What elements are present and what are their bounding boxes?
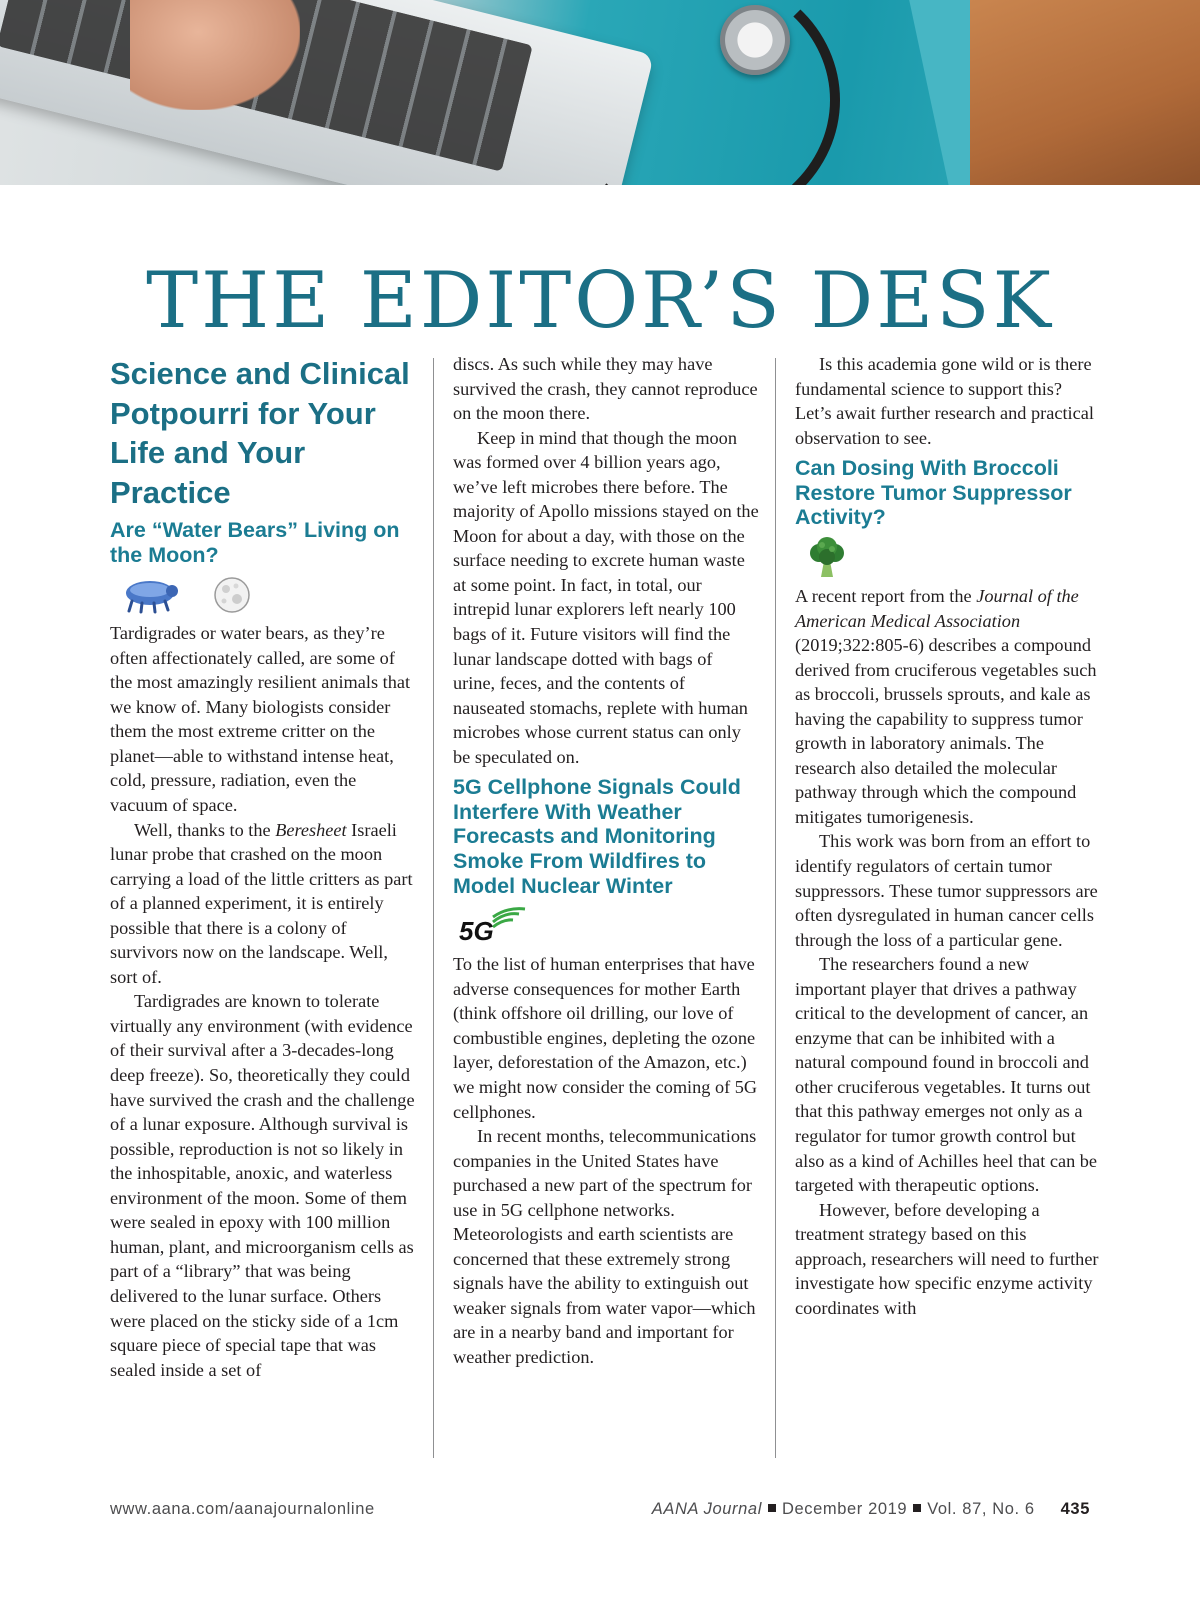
italic-run: Journal of the American Medical Association: [795, 585, 1079, 631]
separator-square: [768, 1504, 776, 1512]
text-run: Well, thanks to the: [134, 819, 276, 840]
desk-shape: [970, 0, 1200, 185]
page-title: THE EDITOR’S DESK: [146, 256, 1054, 347]
paragraph: The researchers found a new important player that drives a pathway critical to the development of cancer, an enzyme that can be inhibited with a natural compound found in broccoli and other cruciferous vegetables. It turns out that this pathway emerges not only as a regulator for tumor growth control but also as a kind of Achilles heel that can be targeted with therapeutic options.: [795, 954, 1098, 1196]
paragraph: discs. As such while they may have survived the crash, they cannot reproduce on the moon there.: [453, 354, 758, 424]
page-number: 435: [1060, 1500, 1090, 1518]
paragraph: However, before developing a treatment strategy based on this approach, researchers will need to further investigate how specific enzyme activity coordinates with: [795, 1199, 1099, 1318]
column-2: [453, 352, 759, 1370]
column-divider: [433, 358, 434, 1458]
italic-run: Beresheet: [275, 819, 347, 840]
paragraph: Tardigrades or water bears, as they’re often affectionately called, are some of the most amazingly resilient animals that we know of. Many biologists consider them the most extreme critter on the planet—able to withstand intense heat, cold, pressure, radiation, even the vacuum of space.: [110, 623, 411, 816]
paragraph: [795, 584, 1101, 829]
moon-icon: [212, 575, 252, 615]
header-photo: [0, 0, 1200, 185]
column-1: [110, 352, 416, 1382]
section-heading-water-bears: Are “Water Bears” Living on the Moon?: [110, 518, 400, 567]
stethoscope-tube: [560, 0, 840, 185]
hand-shape: [130, 0, 300, 110]
paragraph: To the list of human enterprises that have adverse consequences for mother Earth (think offshore oil drilling, our love of combustible engines, depleting the ozone layer, deforestation of the Amazon, etc.) we might now consider the coming of 5G cellphones.: [453, 954, 758, 1122]
separator-square: [913, 1504, 921, 1512]
section-icons: [110, 573, 416, 617]
section-icons: [453, 904, 759, 948]
text-run: (2019;322:805-6) describes a compound derived from cruciferous vegetables such as broccoli, brussels sprouts, and kale as having the capability to suppress tumor growth in laboratory animals. The research also detailed the molecular pathway through which the compound mitigates tumorigenesis.: [795, 635, 1097, 827]
stethoscope-icon: [720, 5, 790, 75]
text-run: Israeli lunar probe that crashed on the moon carrying a load of the little critters as part of a planned experiment, it is entirely possible that there is a colony of survivors now on the landscape. Well, sort of.: [110, 819, 413, 987]
5g-label: 5G: [459, 916, 494, 947]
paragraph: This work was born from an effort to identify regulators of certain tumor suppressors. These tumor suppressors are often dysregulated in human cancer cells through the loss of a particular gene.: [795, 831, 1098, 950]
paragraph: In recent months, telecommunications companies in the United States have purchased a new part of the spectrum for use in 5G cellphone networks. Meteorologists and earth scientists are concerned that these extremely strong signals have the ability to extinguish out weaker signals from water vapor—which are in a nearby band and important for weather prediction.: [453, 1126, 757, 1368]
journal-name: AANA Journal: [651, 1500, 762, 1518]
broccoli-icon: [807, 537, 847, 579]
paragraph: Is this academia gone wild or is there fundamental science to support this? Let’s await further research and practical observation to see.: [795, 354, 1094, 448]
volume-number: Vol. 87, No. 6: [927, 1500, 1035, 1518]
column-3: [795, 352, 1101, 1320]
laptop-shape: [0, 0, 654, 185]
article-title: Science and Clinical Potpourri for Your Life and Your Practice: [110, 356, 410, 510]
issue-date: December 2019: [781, 1500, 908, 1518]
section-heading-broccoli: Can Dosing With Broccoli Restore Tumor Suppressor Activity?: [795, 456, 1072, 530]
section-icons: [795, 536, 1101, 580]
column-divider: [775, 358, 776, 1458]
footer-url: www.aana.com/aanajournalonline: [110, 1500, 375, 1518]
paragraph: Keep in mind that though the moon was formed over 4 billion years ago, we’ve left microbes there before. The majority of Apollo missions stayed on the Moon for about a day, with those on the surface needing to excrete human waste at some point. In fact, in total, our intrepid lunar explorers left nearly 100 bags of it. Future visitors will find the lunar landscape dotted with bags of urine, feces, and the contents of nauseated stomachs, replete with human microbes whose current status can only be speculated on.: [453, 427, 759, 767]
section-heading-5g: 5G Cellphone Signals Could Interfere With Weather Forecasts and Monitoring Smoke From Wildfires to Model Nuclear Winter: [453, 775, 741, 898]
text-run: A recent report from the: [795, 585, 977, 606]
paragraph: Tardigrades are known to tolerate virtually any environment (with evidence of their survival after a 3-decades-long deep freeze). So, theoretically they could have survived the crash and the challenge of a lunar exposure. Although survival is possible, reproduction is not so likely in the inhospitable, anoxic, and waterless environment of the moon. Some of them were sealed in epoxy with 100 million human, plant, and microorganism cells as part of a “library” that was being delivered to the lunar surface. Others were placed on the sticky side of a 1cm square piece of special tape that was sealed inside a set of: [110, 991, 415, 1380]
footer-citation: [652, 1500, 1090, 1519]
paragraph: [110, 818, 416, 990]
tardigrade-icon: [120, 575, 182, 615]
5g-signal-icon: [457, 906, 531, 946]
